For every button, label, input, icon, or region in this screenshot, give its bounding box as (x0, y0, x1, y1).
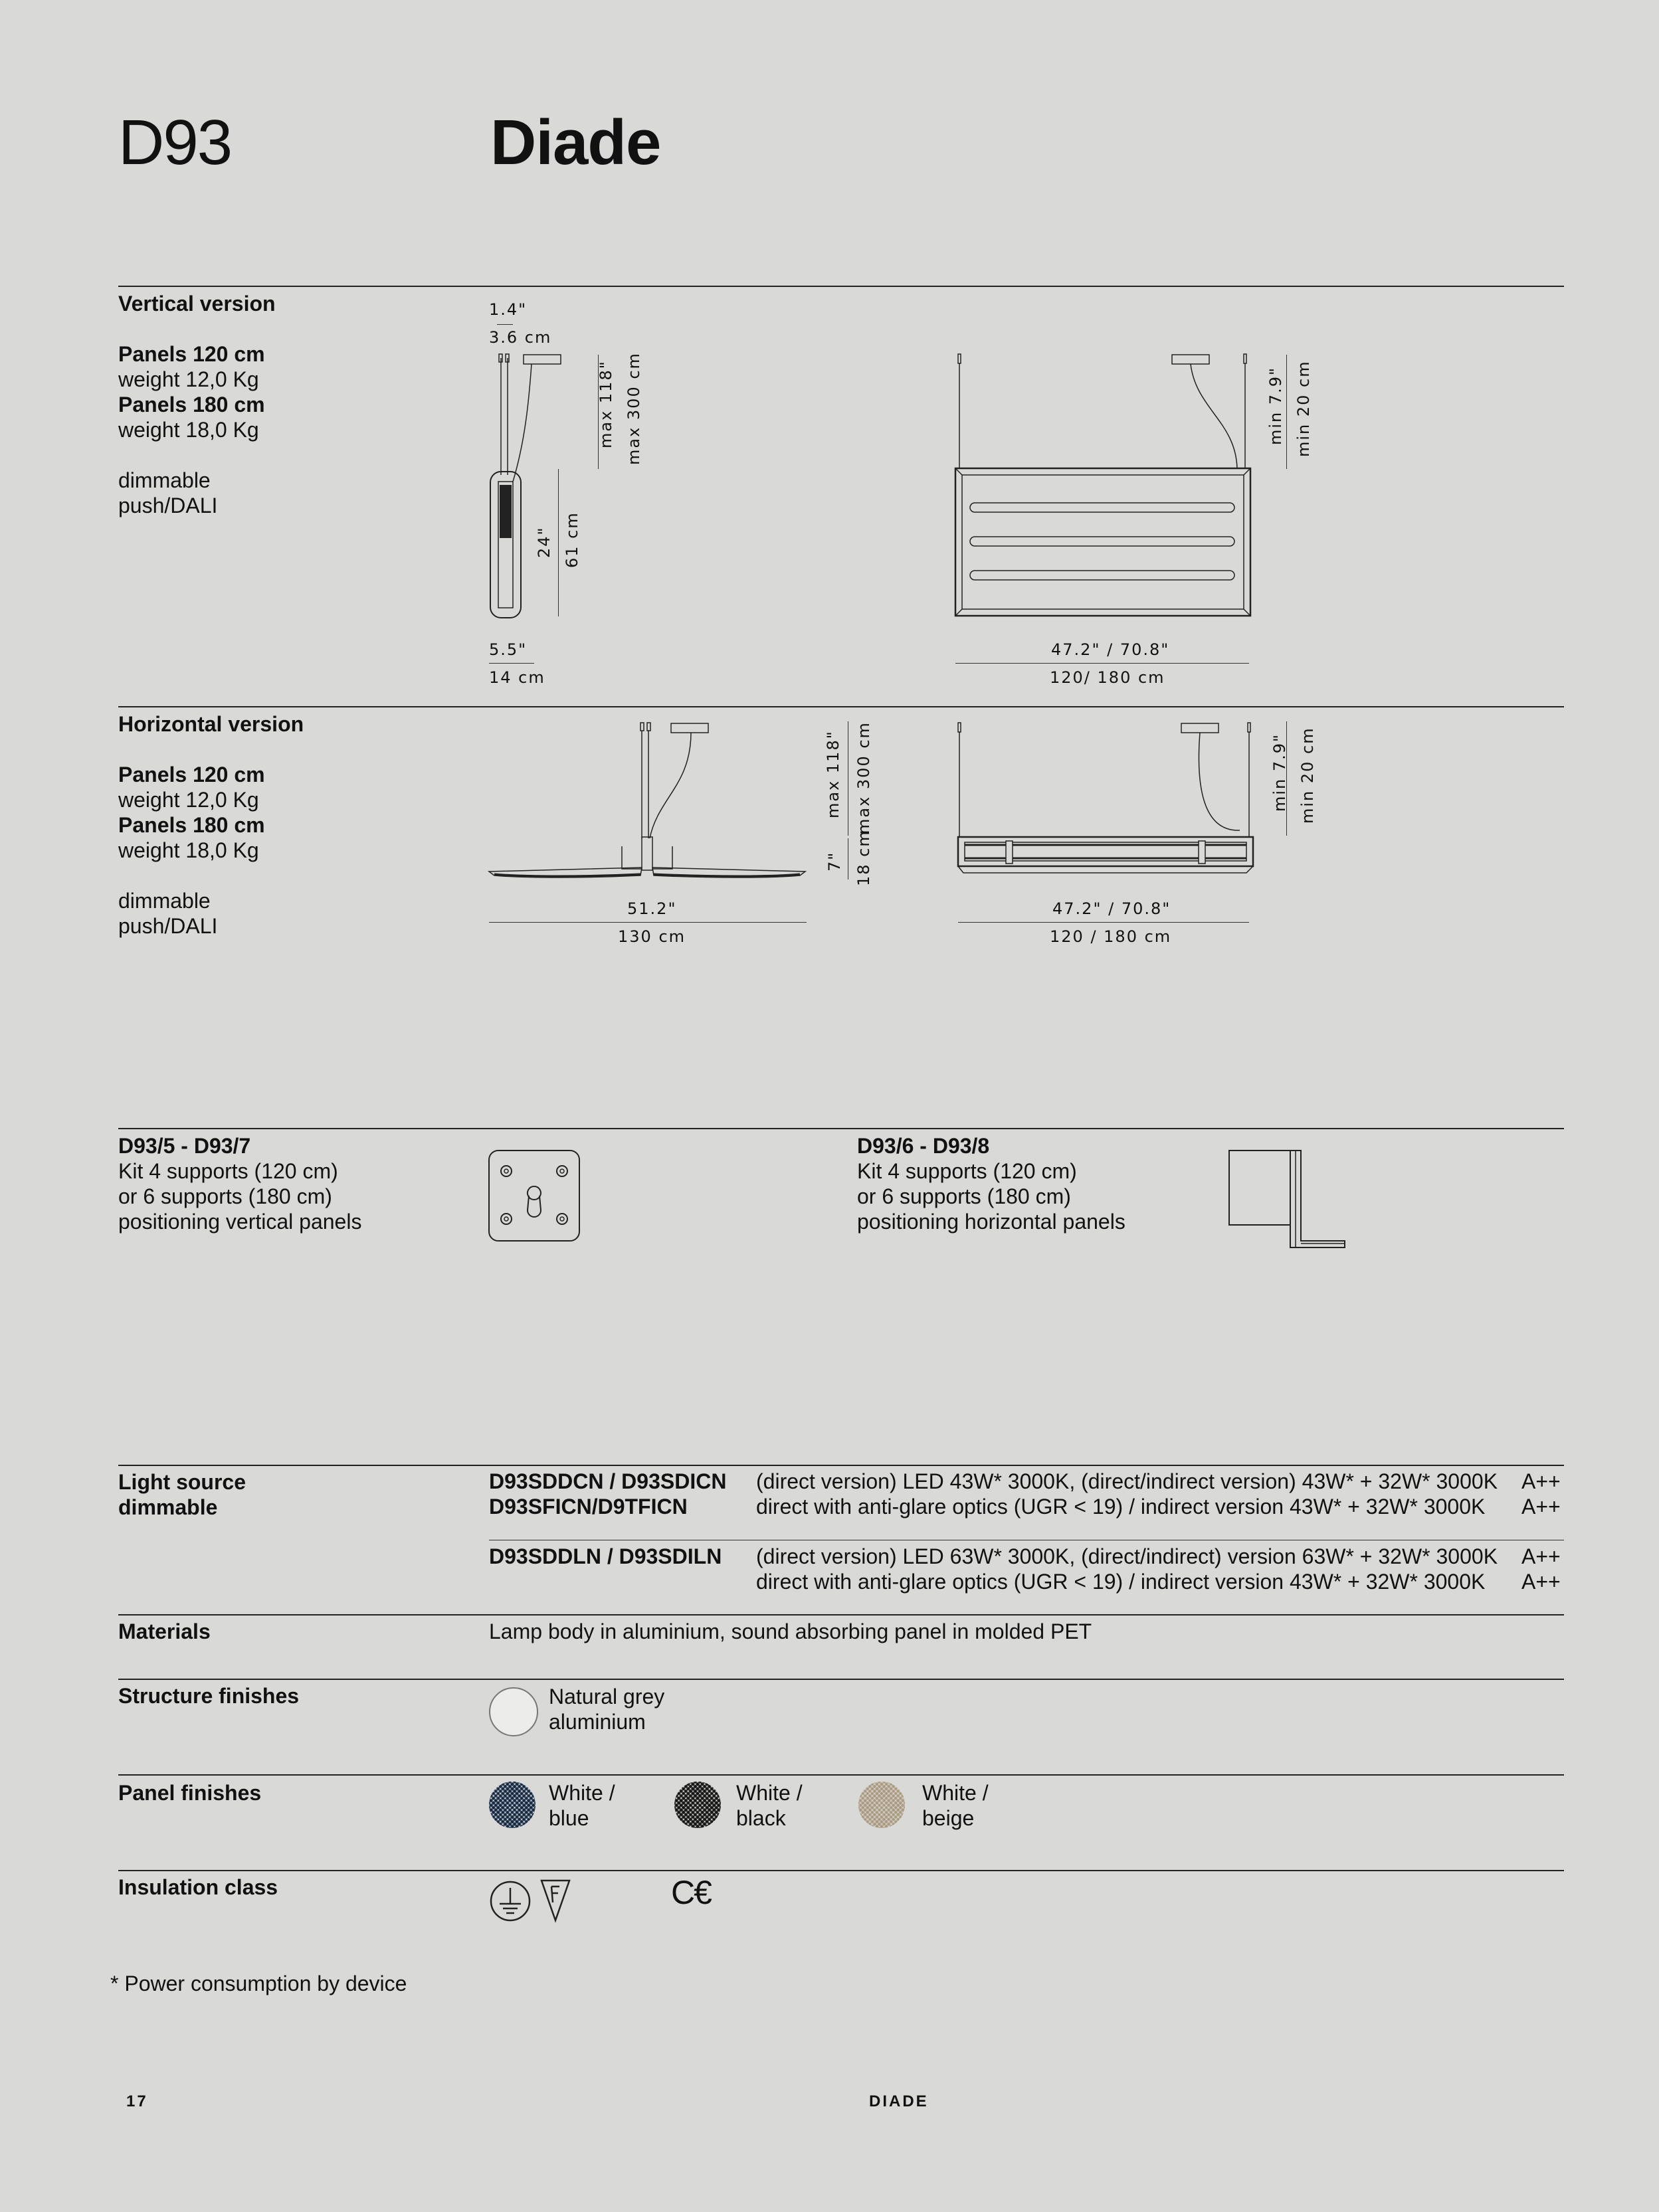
spec-control: push/DALI (118, 914, 218, 938)
dim-top-in: 1.4" (489, 300, 528, 319)
structure-label: Structure finishes (118, 1684, 300, 1708)
swatch-white-black (674, 1782, 721, 1828)
kit-code: D93/5 - D93/7 (118, 1134, 251, 1158)
spec-weight-120: weight 12,0 Kg (118, 367, 259, 391)
vertical-support-icon (488, 1149, 581, 1242)
divider (118, 1679, 1564, 1680)
page-number: 17 (126, 2092, 148, 2110)
spec-panels-120: Panels 120 cm (118, 342, 265, 366)
swatch-natural-grey (489, 1687, 538, 1736)
materials-label: Materials (118, 1619, 211, 1643)
ce-mark: C€ (671, 1874, 711, 1911)
spec-control: push/DALI (118, 494, 218, 517)
finish-white-beige (922, 1780, 989, 1831)
finish-line: beige (922, 1806, 975, 1830)
spec-panels-180: Panels 180 cm (118, 813, 265, 837)
dim-top-cm: 3.6 cm (489, 328, 552, 347)
light-codes-row-1 (489, 1469, 726, 1519)
light-code: D93SDDCN / D93SDICN (489, 1469, 727, 1493)
kit-code: D93/6 - D93/8 (857, 1134, 990, 1158)
swatch-white-beige (858, 1782, 905, 1828)
horizontal-side-drawing (485, 719, 817, 891)
dim-width-cm: 120 / 180 cm (1050, 927, 1172, 946)
light-codes-row-2 (489, 1544, 722, 1569)
dim-cable-in: max 118" (597, 360, 615, 448)
energy-class-row-2 (1521, 1544, 1561, 1594)
dim-min-in: min 7.9" (1266, 366, 1285, 445)
light-desc: direct with anti-glare optics (UGR < 19) / indirect version 43W* + 32W* 3000K (756, 1495, 1486, 1519)
dim-span-in: 51.2" (627, 899, 677, 918)
kit-horizontal (857, 1133, 1125, 1234)
dim-height-in: 7" (825, 851, 844, 872)
kit-line: Kit 4 supports (120 cm) (118, 1159, 338, 1183)
finish-white-black (736, 1780, 803, 1831)
divider (118, 1614, 1564, 1615)
dim-min-cm: min 20 cm (1298, 727, 1317, 824)
swatch-white-blue (489, 1782, 536, 1828)
divider (118, 1128, 1564, 1129)
dim-width-in: 47.2" / 70.8" (1052, 899, 1171, 918)
product-title: Diade (490, 107, 661, 178)
energy-class: A++ (1521, 1544, 1561, 1568)
dim-depth-cm: 14 cm (489, 668, 545, 687)
spec-panels-180: Panels 180 cm (118, 393, 265, 416)
finish-line: blue (549, 1806, 589, 1830)
divider (118, 1465, 1564, 1466)
dim-depth-in: 5.5" (489, 640, 528, 659)
f-mark-icon (539, 1879, 571, 1922)
kit-line: or 6 supports (180 cm) (118, 1184, 332, 1208)
kit-line: positioning vertical panels (118, 1210, 362, 1234)
footnote: * Power consumption by device (110, 1972, 407, 1995)
panel-finishes-label: Panel finishes (118, 1781, 262, 1805)
light-desc: (direct version) LED 63W* 3000K, (direct/indirect) version 63W* + 32W* 3000K (756, 1544, 1498, 1568)
light-desc: (direct version) LED 43W* 3000K, (direct/indirect version) 43W* + 32W* 3000K (756, 1469, 1498, 1493)
light-source-label (118, 1469, 246, 1520)
spec-weight-120: weight 12,0 Kg (118, 788, 259, 812)
vertical-heading: Vertical version (118, 292, 276, 316)
footer-brand: DIADE (869, 2092, 929, 2110)
kit-line: positioning horizontal panels (857, 1210, 1125, 1234)
dim-height-cm: 61 cm (563, 511, 581, 568)
insulation-label: Insulation class (118, 1875, 278, 1899)
finish-line: White / (549, 1781, 615, 1805)
light-code: D93SFICN/D9TFICN (489, 1495, 688, 1519)
vertical-front-drawing (950, 349, 1256, 628)
spec-weight-180: weight 18,0 Kg (118, 418, 259, 442)
energy-class: A++ (1521, 1469, 1561, 1493)
energy-class: A++ (1521, 1495, 1561, 1519)
dim-width-in: 47.2" / 70.8" (1051, 640, 1170, 659)
dim-width-cm: 120/ 180 cm (1050, 668, 1165, 687)
energy-class-row-1 (1521, 1469, 1561, 1519)
vertical-spec (118, 291, 276, 518)
light-desc-row-1 (756, 1469, 1498, 1519)
dim-height-cm: 18 cm (854, 830, 873, 886)
light-label: Light source (118, 1470, 246, 1494)
spec-weight-180: weight 18,0 Kg (118, 838, 259, 862)
finish-line: black (736, 1806, 786, 1830)
spec-panels-120: Panels 120 cm (118, 763, 265, 786)
kit-line: Kit 4 supports (120 cm) (857, 1159, 1077, 1183)
earth-ground-icon (489, 1880, 532, 1922)
light-label-dimmable: dimmable (118, 1495, 218, 1519)
finish-line: White / (736, 1781, 803, 1805)
product-code: D93 (118, 107, 232, 178)
dim-cable-cm: max 300 cm (625, 352, 643, 465)
kit-vertical (118, 1133, 361, 1234)
divider (118, 286, 1564, 287)
dim-cable-in: max 118" (824, 730, 842, 818)
divider (118, 1870, 1564, 1871)
energy-class: A++ (1521, 1570, 1561, 1594)
light-desc: direct with anti-glare optics (UGR < 19) / indirect version 43W* + 32W* 3000K (756, 1570, 1486, 1594)
dim-min-cm: min 20 cm (1294, 360, 1313, 457)
horizontal-spec (118, 711, 304, 939)
horizontal-support-icon (1228, 1148, 1347, 1251)
dim-min-in: min 7.9" (1270, 733, 1289, 812)
dim-height-in: 24" (535, 526, 553, 558)
dim-span-cm: 130 cm (618, 927, 686, 946)
finish-line: aluminium (549, 1710, 646, 1734)
materials-value: Lamp body in aluminium, sound absorbing panel in molded PET (489, 1619, 1092, 1643)
horizontal-heading: Horizontal version (118, 712, 304, 736)
dim-cable-cm: max 300 cm (854, 721, 873, 834)
spec-dimmable: dimmable (118, 468, 211, 492)
kit-line: or 6 supports (180 cm) (857, 1184, 1071, 1208)
horizontal-front-drawing (950, 719, 1256, 891)
spec-dimmable: dimmable (118, 889, 211, 913)
divider (118, 706, 1564, 707)
divider (118, 1774, 1564, 1776)
light-desc-row-2 (756, 1544, 1498, 1594)
finish-white-blue (549, 1780, 615, 1831)
finish-line: White / (922, 1781, 989, 1805)
light-code: D93SDDLN / D93SDILN (489, 1544, 722, 1568)
finish-line: Natural grey (549, 1685, 665, 1708)
structure-finish (549, 1684, 664, 1734)
